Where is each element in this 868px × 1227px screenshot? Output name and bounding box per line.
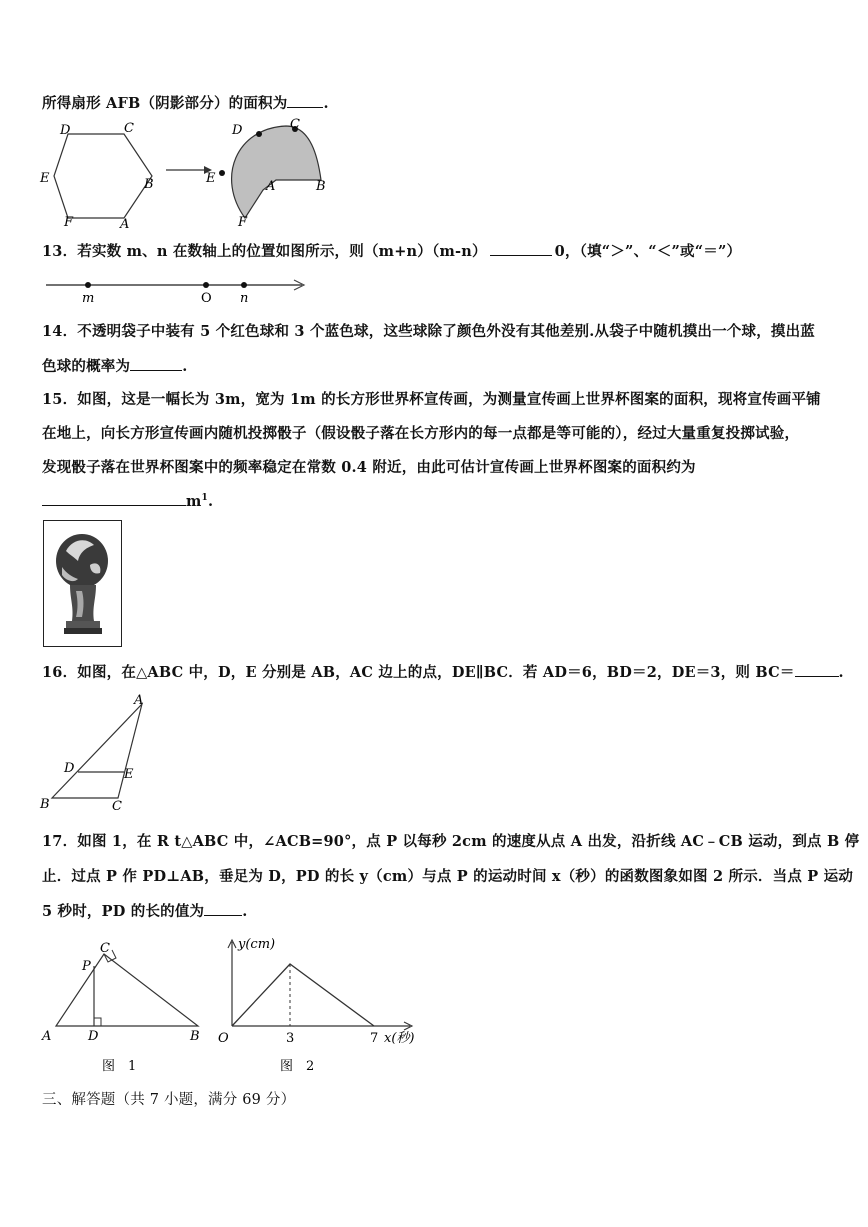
number-line-figure [42,274,312,304]
hexagon-figure [36,118,336,232]
fig1-caption: 图 1 [102,1059,137,1074]
tri-label-e: E [124,767,134,782]
fig1-label-d: D [88,1029,99,1044]
triangle-de-bc-figure [38,690,158,814]
tri-label-d: D [64,761,75,776]
q16-text: 16．如图，在△ABC 中，D，E 分别是 AB，AC 边上的点，DE∥BC．若 AD＝6，BD＝2，DE＝3，则 BC＝ . [42,664,844,681]
sector-shape [232,126,321,218]
q17-line2: 止．过点 P 作 PD⊥AB，垂足为 D，PD 的长 y（cm）与点 P 的运动时间 x（秒）的函数图象如图 2 所示．当点 P 运动 [42,868,854,885]
figure-1-right-triangle [38,940,218,1076]
hex-label-c: C [124,121,134,136]
tri-label-c: C [112,799,122,814]
label-n: n [240,291,249,304]
fig2-ylabel: y(cm) [238,937,276,952]
answer-blank [287,93,323,108]
q15-line3: 发现骰子落在世界杯图案中的频率稳定在常数 0.4 附近，由此可估计宣传画上世界杯图案的面积约为 [42,459,696,476]
point-m [85,282,91,288]
sector-point-d [256,131,262,137]
q17-line1: 17．如图 1，在 R t△ABC 中，∠ACB=90°，点 P 以每秒 2cm 的速度从点 A 出发，沿折线 AC﹣CB 运动，到点 B 停 [42,833,860,850]
answer-blank [42,491,186,506]
label-m: m [82,291,95,304]
sector-label-b: B [316,179,326,194]
q15-line2: 在地上，向长方形宣传画内随机投掷骰子（假设骰子落在长方形内的每一点都是等可能的），经过大量重复投掷试验， [42,425,800,442]
sector-label-e: E [206,171,216,186]
tri-label-a: A [134,693,144,708]
answer-blank [795,662,839,677]
q14-line1: 14．不透明袋子中装有 5 个红色球和 3 个蓝色球，这些球除了颜色外没有其他差别.从袋子中随机摸出一个球，摸出蓝 [42,323,815,340]
answer-blank [130,356,182,371]
hex-label-e: E [40,171,50,186]
answer-blank [204,901,242,916]
graph-line [232,964,374,1026]
sector-label-f: F [238,215,248,230]
triangle-acb [56,954,198,1026]
answer-blank [490,241,552,256]
point-n [241,282,247,288]
world-cup-image [43,520,122,647]
sector-label-a: A [266,179,276,194]
fig2-tick-7: 7 [370,1031,379,1046]
q17-line3: 5 秒时，PD 的长的值为 . [42,903,248,920]
fig1-label-a: A [42,1029,52,1044]
hex-label-b: B [144,177,154,192]
sector-label-d: D [232,123,243,138]
q13-text: 13．若实数 m、n 在数轴上的位置如图所示，则（m+n）（m-n） 0，（填“＞”、“＜”或“＝”） [42,243,742,260]
q14-line2: 色球的概率为 . [42,358,188,375]
hex-label-f: F [64,215,74,230]
fig2-caption: 图 2 [280,1059,315,1074]
fig1-label-p: P [82,959,91,974]
figure-2-function-graph [212,930,424,1076]
tri-label-b: B [40,797,50,812]
triangle-abc [52,704,142,798]
world-cup-trophy-icon [44,521,121,646]
fig2-origin: O [218,1031,229,1046]
fig1-label-b: B [190,1029,200,1044]
q12-tail: 所得扇形 AFB（阴影部分）的面积为 [42,95,288,112]
point-o [203,282,209,288]
fig2-xlabel: x(秒) [384,1031,415,1046]
right-angle-mark-d [94,1018,101,1026]
fig2-tick-3: 3 [286,1031,295,1046]
hexagon-shape [54,134,152,218]
label-o: O [201,291,212,304]
section-3-title: 三、解答题（共 7 小题，满分 69 分） [42,1092,296,1108]
hex-label-d: D [60,123,71,138]
q15-line4: $m^1$. [42,491,213,510]
q12-text: 所得扇形 AFB（阴影部分）的面积为 . [42,95,329,112]
q15-line1: 15．如图，这是一幅长为 3m，宽为 1m 的长方形世界杯宣传画，为测量宣传画上世界杯图案的面积，现将宣传画平铺 [42,391,821,408]
sector-label-c: C [290,118,300,132]
hex-label-a: A [120,217,130,232]
sector-point-e [219,170,225,176]
fig1-label-c: C [100,941,110,956]
